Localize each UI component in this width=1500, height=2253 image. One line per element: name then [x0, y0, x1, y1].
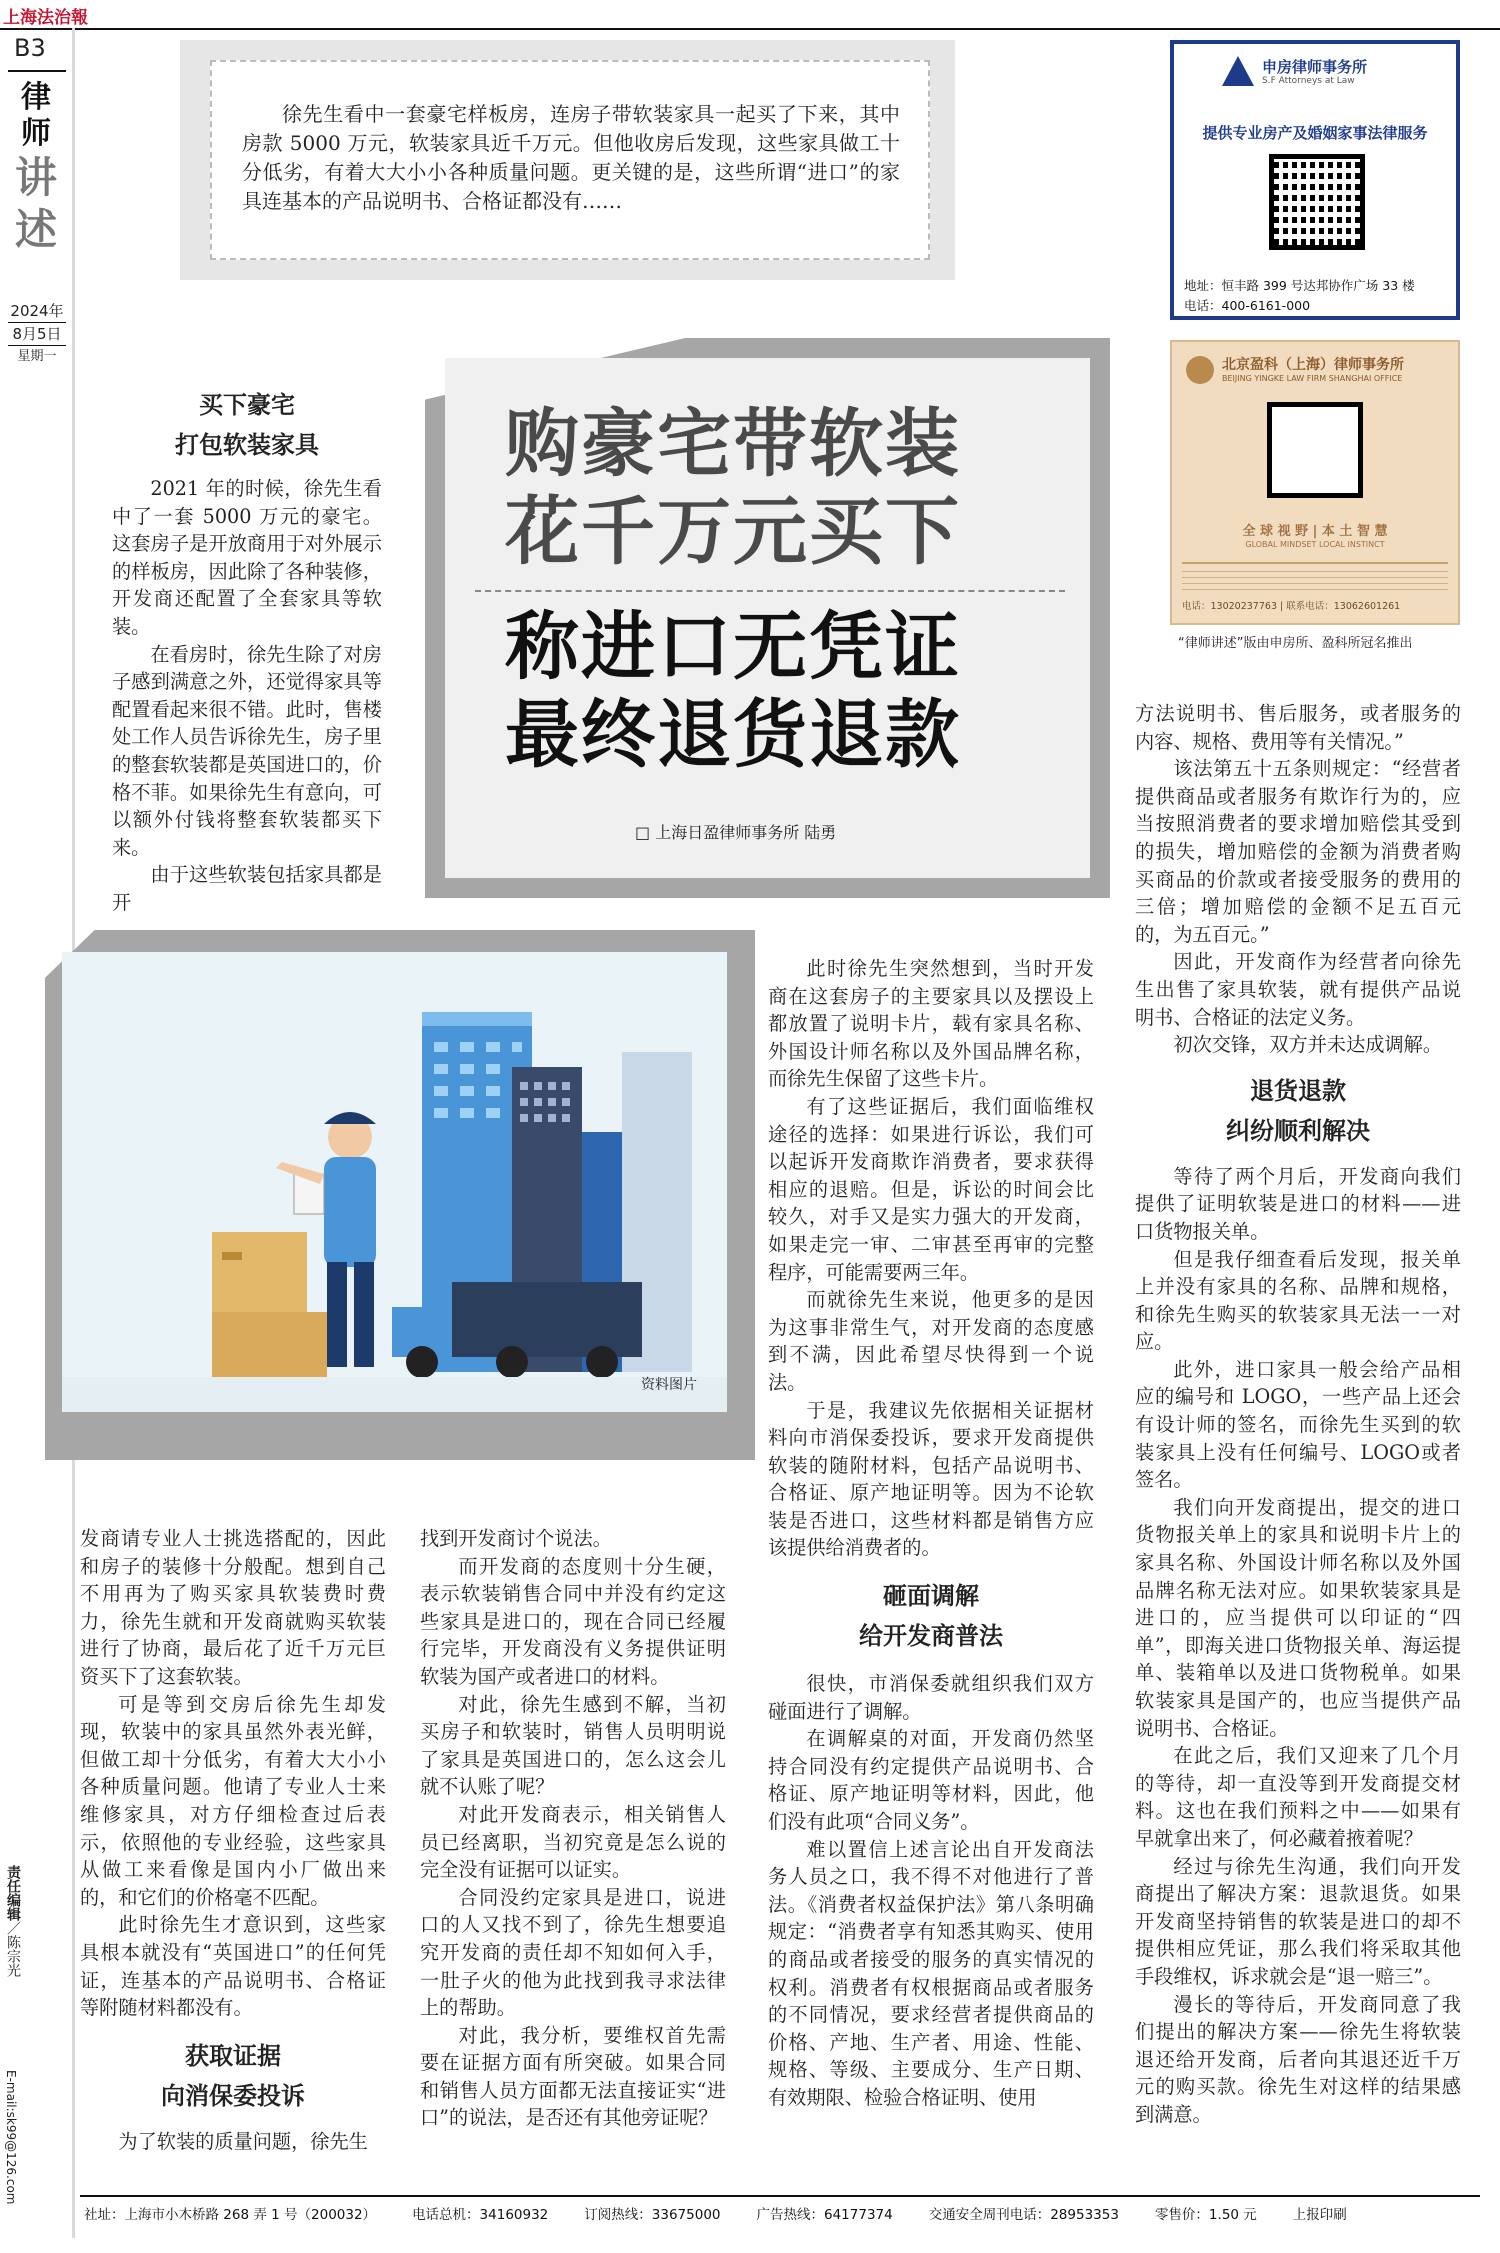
paragraph: 难以置信上述言论出自开发商法务人员之口，我不得不对他进行了普法。《消费者权益保护法》第八条明确规定：“消费者享有知悉其购买、使用的商品或者接受的服务的真实情况的权利。消费者有权根据商品或者服务的不同情况，要求经营者提供商品的价格、产地、生产者、用途、性能、规格、等级、主要成分、生产日期、有效期限、检验合格证明、使用 [768, 1837, 1094, 2109]
headline-divider [475, 590, 1065, 592]
paragraph: 2021 年的时候，徐先生看中了一套 5000 万元的豪宅。这套房子是开放商用于对外展示的样板房，因此除了各种装修，开发商还配置了全套家具等软装。 [112, 477, 382, 638]
paragraph: 此外，进口家具一般会给产品相应的编号和 LOGO，一些产品上还会有设计师的签名，而徐先生买到的软装家具上没有任何编号、LOGO或者签名。 [1135, 1357, 1461, 1492]
paragraph: 合同没约定家具是进口，说进口的人又找不到了，徐先生想要追究开发商的责任却不知如何入手，一肚子火的他为此找到我寻求法律上的帮助。 [420, 1885, 726, 2020]
paragraph: 对此，我分析，要维权首先需要在证据方面有所突破。如果合同和销售人员方面都无法直接证实“进口”的说法，是否还有其他旁证呢？ [420, 2023, 726, 2130]
paragraph: 对此开发商表示，相关销售人员已经离职，当初究竟是怎么说的完全没有证据可以证实。 [420, 1802, 726, 1882]
masthead: 上海法治報 [3, 8, 88, 28]
paragraph: 为了软装的质量问题，徐先生 [118, 2129, 368, 2153]
ad2-rule [1182, 562, 1448, 564]
paragraph: 初次交锋，双方并未达成调解。 [1173, 1033, 1443, 1057]
shenfang-logo-icon [1222, 56, 1254, 86]
paragraph: 有了这些证据后，我们面临维权途径的选择：如果进行诉讼，我们可以起诉开发商欺诈消费者，要求获得相应的退赔。但是，诉讼的时间会比较久，对手又是实力强大的开发商，如果走完一审、二审甚至再审的完整程序，可能需要两三年。 [768, 1094, 1094, 1284]
city-logistics-illustration [62, 952, 727, 1412]
headline-sub: 称进口无凭证 最终退货退款 [505, 604, 961, 778]
image-caption: 资料图片 [641, 1377, 697, 1393]
ad1-name-en: S.F Attorneys at Law [1262, 76, 1355, 86]
ad2-name: 北京盈科（上海）律师事务所 [1222, 357, 1404, 373]
byline: □ 上海日盈律师事务所 陆勇 [635, 823, 837, 842]
ad1-name: 申房律师事务所 [1262, 58, 1368, 76]
qr-code-icon [1269, 154, 1365, 250]
column-name: 律 师 讲 述 [14, 80, 57, 254]
qr-code-icon [1267, 402, 1363, 498]
section-title: 砸面调解 给开发商普法 [859, 1582, 1003, 1651]
section-title: 获取证据 向消保委投诉 [161, 2041, 305, 2110]
column-3 [420, 1525, 726, 2132]
ad2-address-lines [1182, 570, 1448, 590]
paragraph: 于是，我建议先依据相关证据材料向市消保委投诉，要求开发商提供软装的随附材料，包括产品说明书、合格证、原产地证明等。因为不论软装是否进口，这些材料都是销售方应该提供给消费者的。 [768, 1398, 1094, 1560]
paragraph: 可是等到交房后徐先生却发现，软装中的家具虽然外表光鲜，但做工却十分低劣，有着大大小小各种质量问题。他请了专业人士来维修家具，对方仔细检查过后表示，依照他的专业经验，这些家具从做工来看像是国内小厂做出来的，和它们的价格毫不匹配。 [80, 1692, 386, 1909]
paragraph: 漫长的等待后，开发商同意了我们提出的解决方案——徐先生将软装退还给开发商，后者向其退还近千万元的购买款。徐先生对这样的结果感到满意。 [1135, 1992, 1461, 2126]
ad1-phone: 电话：400-6161-000 [1184, 298, 1311, 313]
illustration [62, 952, 727, 1412]
editor-credit: 责任编辑／陈宗光 [5, 1865, 21, 1977]
ad-yingke [1170, 340, 1460, 625]
ad2-motto: 全 球 视 野 | 本 土 智 慧 [1242, 524, 1388, 539]
paragraph: 该法第五十五条则规定：“经营者提供商品或者服务有欺诈行为的，应当按照消费者的要求增加赔偿其受到的损失，增加赔偿的金额为消费者购买商品的价款或者接受服务的费用的三倍；增加赔偿的金额不足五百元的，为五百元。” [1135, 757, 1461, 946]
paragraph: 对此，徐先生感到不解，当初买房子和软装时，销售人员明明说了家具是英国进口的，怎么这会儿就不认账了呢？ [420, 1692, 726, 1799]
paragraph: 发商请专业人士挑选搭配的，因此和房子的装修十分般配。想到自己不用再为了购买家具软装费时费力，徐先生就和开发商就购买软装进行了协商，最后花了近千万元巨资买下了这套软装。 [80, 1527, 386, 1688]
page-number: B3 [14, 34, 46, 62]
ad-credit: “律师讲述”版由申房所、盈科所冠名推出 [1178, 636, 1413, 651]
column-1 [112, 385, 382, 917]
paragraph: 但是我仔细查看后发现，报关单上并没有家具的名称、品牌和规格，和徐先生购买的软装家具无法一一对应。 [1135, 1247, 1461, 1354]
headline-main: 购豪宅带软装 花千万元买下 [505, 401, 961, 575]
lead-text: 徐先生看中一套豪宅样板房，连房子带软装家具一起买了下来，其中房款 5000 万元，软装家具近千万元。但他收房后发现，这些家具做工十分低劣，有着大大小小各种质量问题。更关键的是，这些所谓“进口”的家具连基本的产品说明书、合格证都没有…… [242, 102, 900, 213]
paragraph: 方法说明书、售后服务，或者服务的内容、规格、费用等有关情况。” [1135, 702, 1461, 753]
paragraph: 而就徐先生来说，他更多的是因为这事非常生气，对开发商的态度感到不满，因此希望尽快得到一个说法。 [768, 1288, 1094, 1394]
top-rule [0, 28, 1500, 30]
ad2-name-en: BEIJING YINGKE LAW FIRM SHANGHAI OFFICE [1222, 374, 1403, 383]
paragraph: 等待了两个月后，开发商向我们提供了证明软装是进口的材料——进口货物报关单。 [1135, 1164, 1461, 1243]
issue-date: 2024年 8月5日 星期一 [8, 300, 66, 368]
paragraph: 我们向开发商提出，提交的进口货物报关单上的家具和说明卡片上的家具名称、外国设计师名称以及外国品牌名称无法对应。如果软装家具是进口的，应当提供可以印证的“四单”，即海关进口货物报关单、海运提单、装箱单以及进口货物税单。如果软装家具是国产的，也应当提供产品说明书、合格证。 [1135, 1495, 1461, 1740]
headline-box [445, 358, 1090, 878]
ad2-motto-en: GLOBAL MINDSET LOCAL INSTINCT [1245, 540, 1385, 549]
ad1-address: 地址：恒丰路 399 号达邦协作广场 33 楼 [1184, 278, 1415, 293]
section-title: 退货退款 纠纷顺利解决 [1226, 1076, 1370, 1145]
lead-box [210, 60, 930, 260]
ad2-phone: 电话：13020237763 | 联系电话：13062601261 [1182, 601, 1401, 612]
paragraph: 因此，开发商作为经营者向徐先生出售了家具软装，就有提供产品说明书、合格证的法定义务。 [1135, 950, 1461, 1029]
paragraph: 此时徐先生才意识到，这些家具根本就没有“英国进口”的任何凭证，连基本的产品说明书、合格证等附随材料都没有。 [80, 1913, 386, 2020]
paragraph: 由于这些软装包括家具都是开 [112, 863, 382, 914]
paragraph: 此时徐先生突然想到，当时开发商在这套房子的主要家具以及摆设上都放置了说明卡片，载有家具名称、外国设计师名称以及外国品牌名称，而徐先生保留了这些卡片。 [768, 957, 1094, 1091]
column-5 [1135, 700, 1461, 2129]
paragraph: 在此之后，我们又迎来了几个月的等待，却一直没等到开发商提交材料。这也在我们预料之中——如果有早就拿出来了，何必藏着掖着呢？ [1135, 1744, 1461, 1850]
page-number-rule [8, 70, 66, 72]
section-title: 买下豪宅 打包软装家具 [175, 391, 319, 459]
paragraph: 在调解桌的对面，开发商仍然坚持合同没有约定提供产品说明书、合格证、原产地证明等材料，因此，他们没有此项“合同义务”。 [768, 1727, 1094, 1834]
paragraph: 找到开发商讨个说法。 [420, 1527, 612, 1550]
paragraph: 经过与徐先生沟通，我们向开发商提出了解决方案：退款退货。如果开发商坚持销售的软装是进口的却不提供相应凭证，那么我们将采取其他手段维权，诉求就会是“退一赔三”。 [1135, 1854, 1461, 1988]
editor-email: E-mail:sk99@126.com [4, 2070, 18, 2205]
footer: 社址：上海市小木桥路 268 弄 1 号（200032） 电话总机：34160932 订阅热线：33675000 广告热线：64177374 交通安全周刊电话：28953353 零售价：1.50 元 上报印刷 [84, 2207, 1347, 2223]
paragraph: 很快，市消保委就组织我们双方碰面进行了调解。 [768, 1672, 1094, 1723]
ad1-slogan: 提供专业房产及婚姻家事法律服务 [1202, 124, 1428, 142]
column-4 [768, 955, 1094, 2112]
footer-rule [80, 2195, 1480, 2197]
ad-shenfang [1170, 40, 1460, 320]
yingke-logo-icon [1186, 356, 1214, 384]
paragraph: 而开发商的态度则十分生硬，表示软装销售合同中并没有约定这些家具是进口的，现在合同已经履行完毕，开发商没有义务提供证明软装为国产或者进口的材料。 [420, 1554, 726, 1688]
column-2 [80, 1525, 386, 2155]
paragraph: 在看房时，徐先生除了对房子感到满意之外，还觉得家具等配置看起来很不错。此时，售楼处工作人员告诉徐先生，房子里的整套软装都是英国进口的，价格不菲。如果徐先生有意向，可以额外付钱将整套软装都买下来。 [112, 642, 382, 859]
